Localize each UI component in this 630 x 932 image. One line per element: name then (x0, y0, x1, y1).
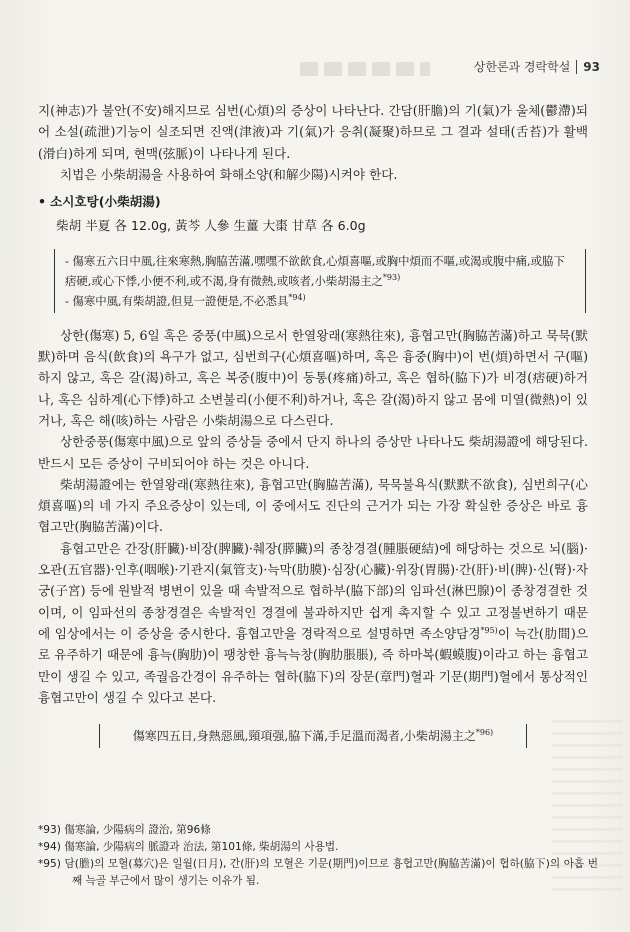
footnote-ref-95: *95) (480, 625, 498, 635)
running-title: 상한론과 경락학설 (473, 60, 571, 74)
paragraph-6: 흉협고만은 간장(肝臟)·비장(脾臟)·췌장(膵臟)의 종창경결(腫脹硬結)에 해당하는 것으로 뇌(腦)·오관(五官器)·인후(咽喉)·기관지(氣管支)·늑막(肋膜)·심장(心臟)·위장(胃腸)·간(肝)·비(脾)·신(腎)·자궁(子宮) 등에 원발적 병변이 있을 때 속발적으로 협하부(脇下部)의 임파선(淋巴腺)이 종창경결한 것이며, 이 임파선의 종창경결은 속발적인 경결에 불과하지만 쉽게 촉지할 수 있고 고정불변하기 때문에 임상에서는 이 증상을 중시한다. 흉협고만을 경락적으로 설명하면 족소양담경$^{*95)}$이 늑간(肋間)으로 유주하기 때문에 흉늑(胸肋)이 팽창한 흉늑늑창(胸肋脹脹), 즉 하마복(蝦蟆腹)이라고 하는 흉협고만이 생길 수 있고, 족궐음간경이 유주하는 협하(脇下)의 장문(章門)혈과 기문(期門)혈에서 통상적인 흉협고만이 생길 수 있다고 본다. (38, 540, 588, 705)
body-text (38, 100, 588, 760)
paragraph-3: 상한(傷寒) 5, 6일 혹은 중풍(中風)으로서 한열왕래(寒熱往來), 흉협고만(胸脇苦滿)하고 묵묵(默默)하며 음식(飮食)의 욕구가 없고, 심번희구(心煩喜嘔)하며, 혹은 흉중(胸中)이 번(煩)하면서 구(嘔)하지 않고, 혹은 갈(渴)하고, 혹은 복중(腹中)이 동통(疼痛)하고, 혹은 협하(脇下)가 비경(痞硬)하거나, 혹은 심하계(心下悸)하고 소변불리(小便不利)하거나, 혹은 갈(渴)하지 않고 몸에 미열(微熱)이 있거나, 혹은 해(咳)하는 사람은 小柴胡湯으로 다스린다. (38, 327, 588, 428)
recipe-heading (38, 191, 588, 212)
classic-quote-box-1 (54, 249, 586, 313)
footnotes (38, 822, 598, 890)
running-header (474, 58, 600, 75)
quote-line-1: - 傷寒五六日中風,往來寒熱,胸脇苦滿,嘿嘿不欲飮食,心煩喜嘔,或胸中煩而不嘔,或渴或腹中痛,或脇下痞硬,或心下悸,小便不利,或不渴,身有微熱,或咳者,小柴胡湯主之$^{*93)}$ (65, 253, 565, 288)
paragraph-4: 상한중풍(傷寒中風)으로 앞의 증상들 중에서 단지 하나의 증상만 나타나도 柴胡湯證에 해당된다. 반드시 모든 증상이 구비되어야 하는 것은 아니다. (38, 434, 588, 471)
footnote-93: *93) 傷寒論, 少陽病의 證治, 第96條 (38, 824, 211, 836)
bleed-through-header (300, 62, 430, 76)
footnote-ref-94: *94) (288, 292, 306, 302)
classic-quote-box-2: 傷寒四五日,身熱惡風,頸項强,脇下滿,手足溫而渴者,小柴胡湯主之$^{*96)}$ (99, 724, 527, 748)
paragraph-5: 柴胡湯證에는 한열왕래(寒熱往來), 흉협고만(胸脇苦滿), 묵묵불욕식(默默不欲食), 심번희구(心煩喜嘔)의 네 가지 주요증상이 있는데, 이 중에서도 진단의 근거가 되는 가장 확실한 증상은 바로 흉협고만(胸脇苦滿)이다. (38, 476, 588, 535)
quote-line-2: - 傷寒中風,有柴胡證,但見一證便是,不必悉具$^{*94)}$ (65, 292, 306, 308)
paragraph-2: 치법은 小柴胡湯을 사용하여 화해소양(和解少陽)시켜야 한다. (60, 166, 398, 182)
footnote-94: *94) 傷寒論, 少陽病의 脈證과 治法, 第101條, 柴胡湯의 사용법. (38, 841, 339, 853)
footnote-ref-96: *96) (475, 728, 494, 738)
paragraph-1: 지(神志)가 불안(不安)해지므로 심번(心煩)의 증상이 나타난다. 간담(肝膽)의 기(氣)가 울체(鬱滯)되어 소설(疏泄)기능이 실조되면 진액(津液)과 기(氣)가 응취(凝聚)하므로 그 결과 설태(舌苔)가 활백(滑白)하게 되며, 현맥(弦脈)이 나타나게 된다. (38, 103, 588, 161)
header-divider (576, 60, 577, 74)
page-number: 93 (583, 59, 600, 74)
bullet-icon: • (38, 194, 47, 210)
footnote-95: *95) 담(膽)의 모혈(募穴)은 일월(日月), 간(肝)의 모혈은 기문(期門)이므로 흉협고만(胸脇苦滿)이 협하(脇下)의 아홉 번째 늑골 부근에서 많이 생기는 이유가 됨. (38, 858, 598, 887)
recipe-name: 소시호탕(小柴胡湯) (50, 194, 161, 210)
recipe-ingredients: 柴胡 半夏 各 12.0g, 黃芩 人參 生薑 大棗 甘草 各 6.0g (56, 218, 366, 234)
footnote-ref-93: *93) (382, 272, 401, 282)
